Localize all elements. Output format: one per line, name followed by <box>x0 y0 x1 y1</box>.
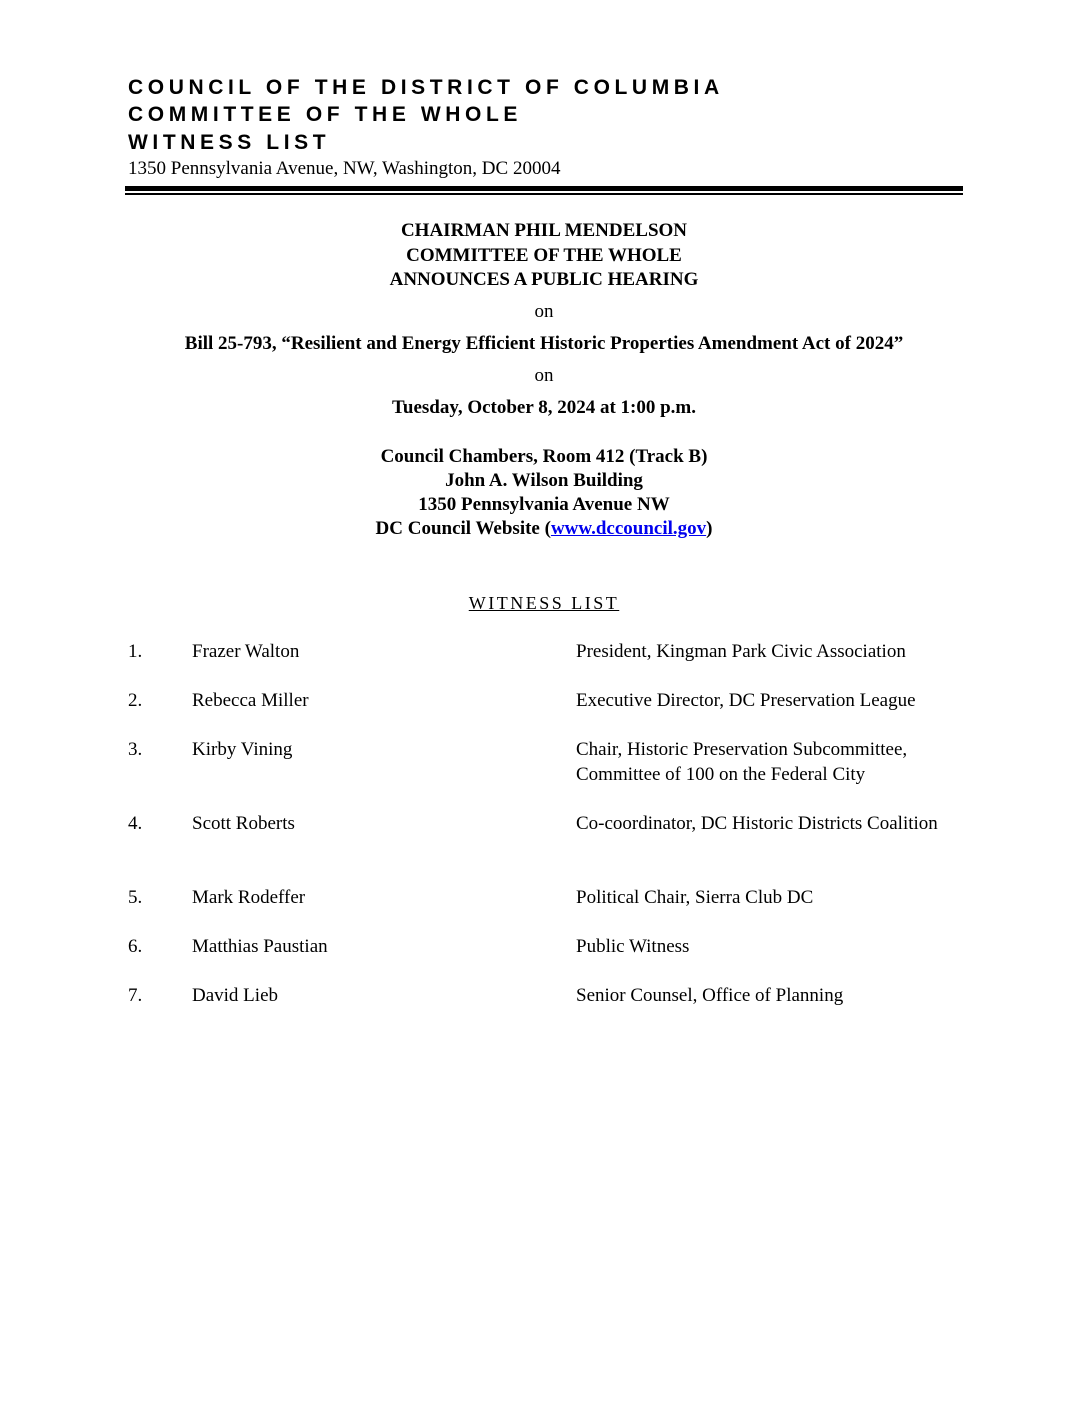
letterhead-address: 1350 Pennsylvania Avenue, NW, Washington, DC 20004 <box>128 158 561 179</box>
location-room: Council Chambers, Room 412 (Track B) <box>380 446 708 467</box>
witness-list-heading: WITNESS LIST <box>468 593 620 613</box>
witness-name: Mark Rodeffer <box>192 887 306 908</box>
letterhead-doc-type: WITNESS LIST <box>128 131 331 154</box>
witness-name: David Lieb <box>192 985 279 1006</box>
witness-role: Chair, Historic Preservation Subcommittee, Committee of 100 on the Federal City <box>576 739 908 785</box>
witness-name: Kirby Vining <box>192 739 293 760</box>
header-rule-thick <box>125 186 963 191</box>
website-line <box>0 517 1088 541</box>
witness-role: Executive Director, DC Preservation League <box>576 690 916 711</box>
bill-title: Bill 25-793, “Resilient and Energy Efficient Historic Properties Amendment Act of 2024” <box>184 333 904 354</box>
website-link[interactable]: www.dccouncil.gov <box>550 518 707 539</box>
witness-role: Co-coordinator, DC Historic Districts Coalition <box>576 813 938 834</box>
witness-name: Scott Roberts <box>192 813 295 834</box>
chairman-line: CHAIRMAN PHIL MENDELSON <box>400 220 688 241</box>
witness-name: Rebecca Miller <box>192 690 309 711</box>
witness-role: Public Witness <box>576 936 690 957</box>
witness-number: 4. <box>128 813 143 834</box>
website-prefix: DC Council Website ( <box>375 518 551 539</box>
announces-line: ANNOUNCES A PUBLIC HEARING <box>389 269 699 290</box>
location-street: 1350 Pennsylvania Avenue NW <box>418 494 670 515</box>
witness-name: Matthias Paustian <box>192 936 328 957</box>
location-building: John A. Wilson Building <box>445 470 643 491</box>
committee-line: COMMITTEE OF THE WHOLE <box>406 245 682 266</box>
witness-role: Senior Counsel, Office of Planning <box>576 985 844 1006</box>
hearing-datetime: Tuesday, October 8, 2024 at 1:00 p.m. <box>391 397 697 418</box>
on-line-1: on <box>534 301 554 322</box>
witness-number: 5. <box>128 887 143 908</box>
website-suffix: ) <box>706 518 713 539</box>
header-rule-thin <box>125 193 963 195</box>
witness-name: Frazer Walton <box>192 641 300 662</box>
letterhead-committee: COMMITTEE OF THE WHOLE <box>128 103 523 126</box>
letterhead-council: COUNCIL OF THE DISTRICT OF COLUMBIA <box>128 76 724 99</box>
on-line-2: on <box>534 365 554 386</box>
witness-number: 3. <box>128 739 143 760</box>
witness-number: 6. <box>128 936 143 957</box>
witness-number: 2. <box>128 690 143 711</box>
witness-role: President, Kingman Park Civic Association <box>576 641 906 662</box>
witness-role: Political Chair, Sierra Club DC <box>576 887 814 908</box>
witness-number: 1. <box>128 641 143 662</box>
witness-number: 7. <box>128 985 143 1006</box>
